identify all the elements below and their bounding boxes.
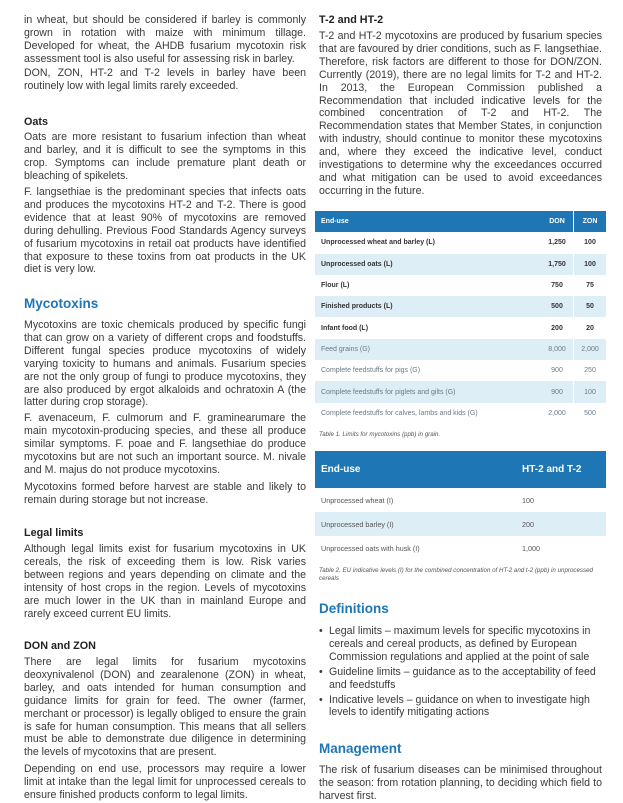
don-zon-paragraph-1: There are legal limits for fusarium mycotoxins deoxynivalenol (DON) and zearalenone (ZON) in wheat, barley, and oats intended for human consumption and guidance limits for grain for feed. The owner (farmer, merchant or processor) is legally obliged to ensure the grain is safe for human consumption. This means that all sellers must be able to demonstrate due diligence in determining the levels of mycotoxins that are present. [24,656,306,759]
row-label: Finished products (L) [315,296,541,317]
table-header-ht2-t2: HT-2 and T-2 [514,451,606,488]
oats-paragraph-2: F. langsethiae is the predominant species that infects oats and produces the mycotoxins HT-2 and T-2. There is good evidence that at least 90% of mycotoxins are removed during dehulling. Previous Food Standards Agency surveys of fusarium mycotoxins in retail oat products have identified that exposure to these toxins from oat products in the UK diet is very low. [24,186,306,276]
row-zon: 75 [573,275,606,296]
table-row [315,488,606,512]
row-don: 900 [541,381,573,402]
row-label: Complete feedstuffs for piglets and gilts (G) [315,381,541,402]
definitions-heading: Definitions [319,601,389,616]
row-don: 1,250 [541,232,573,253]
table-row [315,296,606,317]
table-row [315,360,606,381]
t2-ht2-heading: T-2 and HT-2 [319,14,384,26]
table-row [315,512,606,536]
intro-paragraph-1: in wheat, but should be considered if barley is commonly grown in rotation with maize with minimum tillage. Developed for wheat, the AHDB fusarium mycotoxin risk assessment tool is also useful for assessing risk in barley. [24,14,306,65]
row-don: 900 [541,360,573,381]
row-label: Unprocessed wheat and barley (L) [315,232,541,253]
mycotoxins-paragraph-3: Mycotoxins formed before harvest are stable and likely to remain during storage but not increase. [24,481,306,506]
table-header-don: DON [541,211,573,232]
list-item: • Legal limits – maximum levels for specific mycotoxins in cereals and cereal products, as defined by European Commission regulations and applied at the point of sale [319,625,591,663]
mycotoxins-paragraph-2: F. avenaceum, F. culmorum and F. graminearumare the main mycotoxin-producing species, and these all produce similar symptoms. F. poae and F. langsethiae do produce mycotoxins but are not such an important source. M. nivale and M. majus do not produce mycotoxins. [24,412,306,476]
row-don: 750 [541,275,573,296]
row-label: Infant food (L) [315,317,541,338]
legal-limits-heading: Legal limits [24,527,84,539]
row-zon: 500 [573,403,606,424]
table-1-caption: Table 1. Limits for mycotoxins (ppb) in grain. [319,431,441,438]
row-don: 500 [541,296,573,317]
t2-ht2-paragraph: T-2 and HT-2 mycotoxins are produced by fusarium species that are favoured by drier conditions, such as F. langsethiae. Therefore, risk factors are different to those for DON/ZON. Currently (2019), there are no legal limits for T-2 and HT-2. In 2013, the European Commission published a Recommendation that included indicative levels for the combined concentration of T-2 and HT-2. The Recommendation states that Member States, in conjunction with industry, should continue to monitor these mycotoxins and, where they exceed the indicative level, conduct investigations to determine why the exceedances occurred and what mitigation can be used to avoid exceedances occurring in the future. [319,30,602,197]
row-label: Complete feedstuffs for pigs (G) [315,360,541,381]
don-zon-heading: DON and ZON [24,640,96,652]
table-header-row [315,451,606,488]
row-zon: 100 [573,381,606,402]
row-don: 200 [541,317,573,338]
table-header-end-use: End-use [315,211,541,232]
row-don: 1,750 [541,254,573,275]
table-row [315,403,606,424]
list-item: • Indicative levels – guidance on when to investigate high levels to identify mitigating actions [319,693,590,719]
table-header-end-use: End-use [315,451,514,488]
table-row [315,232,606,253]
row-don: 8,000 [541,339,573,360]
table-row [315,536,606,560]
row-value: 200 [514,512,606,536]
table-row [315,275,606,296]
don-zon-paragraph-2: Depending on end use, processors may require a lower limit at intake than the legal limit for unprocessed cereals to ensure finished products conform to legal limits. [24,763,306,801]
row-zon: 2,000 [573,339,606,360]
row-label: Complete feedstuffs for calves, lambs and kids (G) [315,403,541,424]
definition-text: Guideline limits – guidance as to the acceptability of feed and feedstuffs [329,665,596,691]
row-zon: 50 [573,296,606,317]
table-header-row [315,211,606,232]
row-label: Unprocessed oats with husk (I) [315,536,514,560]
row-label: Unprocessed wheat (I) [315,488,514,512]
row-don: 2,000 [541,403,573,424]
row-zon: 250 [573,360,606,381]
oats-paragraph-1: Oats are more resistant to fusarium infection than wheat and barley, and it is difficult to see the symptoms in this crop. Symptoms can include premature plant death or bleaching of spikelets. [24,131,306,182]
mycotoxin-limits-table [315,211,606,424]
row-zon: 100 [573,232,606,253]
management-paragraph: The risk of fusarium diseases can be minimised throughout the season: from rotation planning, to deciding which field to harvest first. [319,764,602,802]
intro-paragraph-2: DON, ZON, HT-2 and T-2 levels in barley have been routinely low with legal limits rarely exceeded. [24,67,306,92]
definition-text: Indicative levels – guidance on when to investigate high levels to identify mitigating actions [329,693,590,719]
row-value: 100 [514,488,606,512]
row-label: Unprocessed oats (L) [315,254,541,275]
table-header-zon: ZON [573,211,606,232]
table-row [315,381,606,402]
row-label: Feed grains (G) [315,339,541,360]
list-item: • Guideline limits – guidance as to the acceptability of feed and feedstuffs [319,665,596,691]
indicative-levels-table [315,451,606,560]
definitions-list [319,625,602,721]
oats-heading: Oats [24,116,49,128]
mycotoxins-paragraph-1: Mycotoxins are toxic chemicals produced by specific fungi that can grow on a variety of different crops and foodstuffs. Different fungal species produce mycotoxins of widely varying toxicity to humans and animals. Fusarium species are not the only group of fungi to produce mycotoxins, they are also produced by ergot alkaloids and ochratoxin A (the latter during crop storage). [24,319,306,409]
table-row [315,254,606,275]
row-label: Unprocessed barley (I) [315,512,514,536]
management-heading: Management [319,741,402,756]
table-2-caption: Table 2. EU indicative levels (I) for the combined concentration of HT-2 and t-2 (ppb) in unprocessed cereals [319,567,594,582]
row-label: Flour (L) [315,275,541,296]
legal-limits-paragraph: Although legal limits exist for fusarium mycotoxins in UK cereals, the risk of exceeding them is low. Risk varies between regions and years depending on climate and the intensity of host crops in the region. Levels of mycotoxins are much lower in the UK than in mainland Europe and rarely exceed current EU limits. [24,543,306,620]
table-row [315,339,606,360]
mycotoxins-heading: Mycotoxins [24,296,99,311]
row-value: 1,000 [514,536,606,560]
row-zon: 20 [573,317,606,338]
definition-text: Legal limits – maximum levels for specific mycotoxins in cereals and cereal products, as defined by European Commission regulations and applied at the point of sale [329,625,591,663]
table-row [315,317,606,338]
row-zon: 100 [573,254,606,275]
